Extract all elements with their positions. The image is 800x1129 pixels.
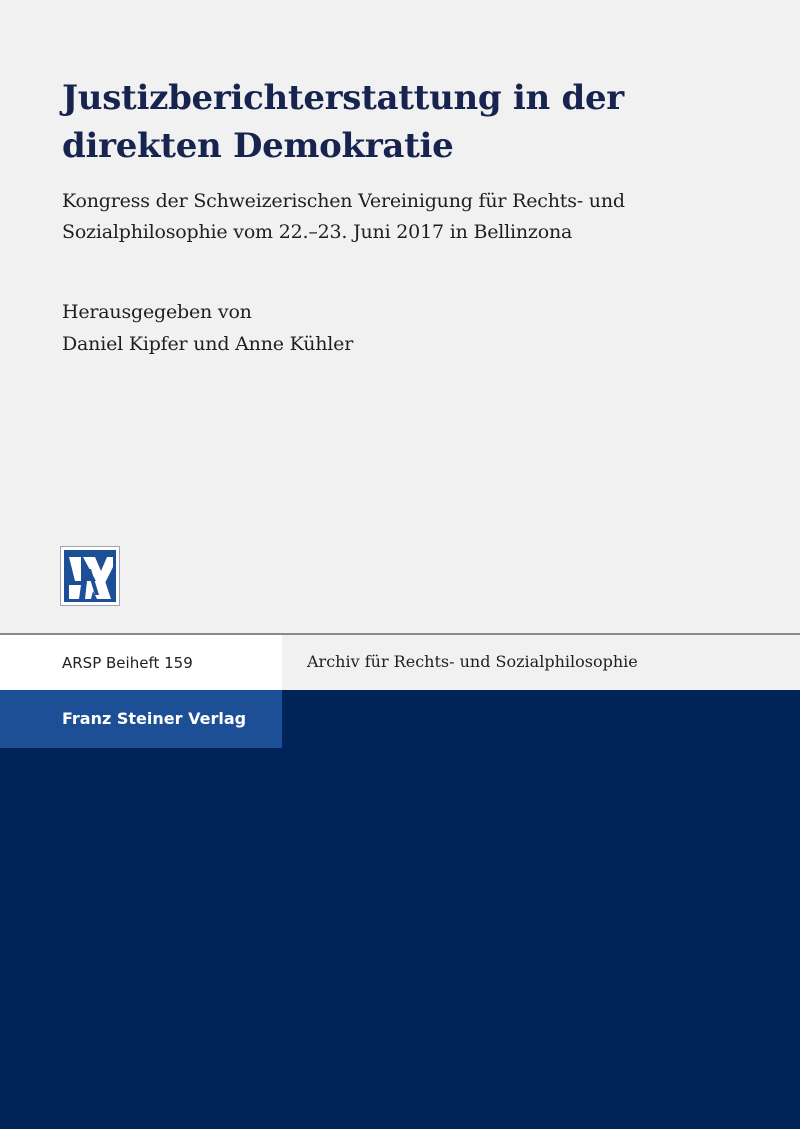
book-subtitle-line: Sozialphilosophie vom 22.–23. Juni 2017 in Bellinzona bbox=[62, 221, 573, 243]
cover-bottom-panel bbox=[0, 690, 800, 1129]
publisher-bar bbox=[0, 690, 282, 748]
series-number: ARSP Beiheft 159 bbox=[62, 654, 193, 672]
book-subtitle bbox=[62, 186, 762, 248]
editor-names: Daniel Kipfer und Anne Kühler bbox=[62, 333, 354, 355]
editors-block bbox=[62, 296, 762, 360]
series-number-cell bbox=[0, 635, 282, 690]
editor-label: Herausgegeben von bbox=[62, 301, 252, 323]
ivr-logo-icon bbox=[60, 546, 120, 606]
ivr-logo-graphic bbox=[61, 547, 119, 605]
book-title-line: direkten Demokratie bbox=[62, 126, 454, 166]
series-name-cell bbox=[282, 635, 800, 690]
series-name: Archiv für Rechts- und Sozialphilosophie bbox=[307, 652, 638, 671]
book-title bbox=[62, 74, 762, 170]
publisher-name: Franz Steiner Verlag bbox=[62, 709, 247, 728]
book-subtitle-line: Kongress der Schweizerischen Vereinigung für Rechts- und bbox=[62, 190, 625, 212]
book-title-line: Justizberichterstattung in der bbox=[62, 78, 624, 118]
